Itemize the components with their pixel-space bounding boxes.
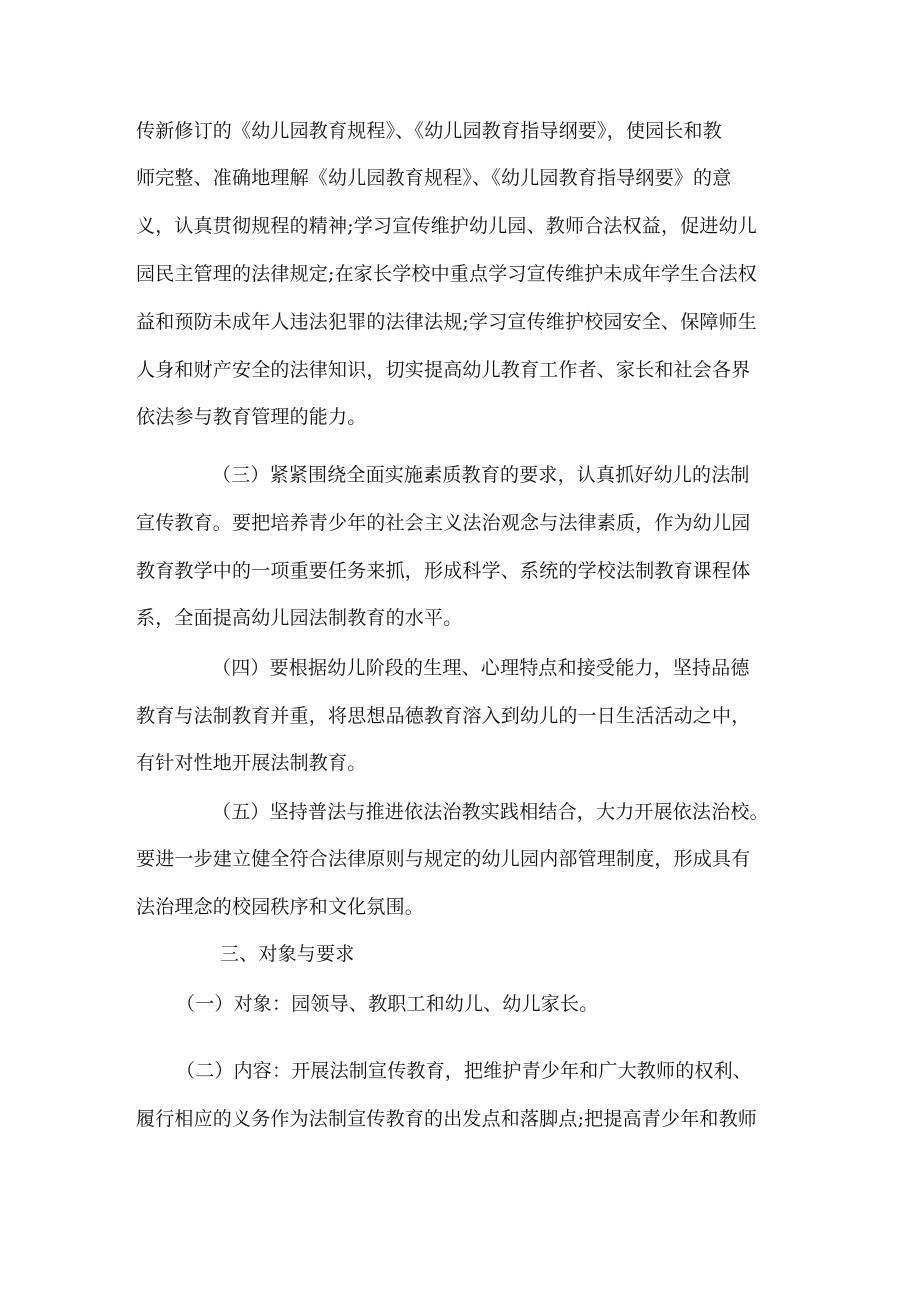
paragraph-line: 教育教学中的一项重要任务来抓，形成科学、系统的学校法制教育课程体	[136, 560, 751, 582]
section-heading: 三、对象与要求	[220, 943, 355, 965]
paragraph-line: 益和预防未成年人违法犯罪的法律法规;学习宣传维护校园安全、保障师生	[136, 311, 758, 333]
paragraph-line: （五）坚持普法与推进依法治教实践相结合，大力开展依法治校。	[212, 801, 769, 823]
paragraph-line: （二）内容：开展法制宣传教育，把维护青少年和广大教师的权利、	[176, 1060, 753, 1082]
paragraph-line: 教育与法制教育并重，将思想品德教育溶入到幼儿的一日生活活动之中，	[136, 705, 751, 727]
paragraph-line: 系，全面提高幼儿园法制教育的水平。	[136, 607, 463, 629]
paragraph-line: 宣传教育。要把培养青少年的社会主义法治观念与法律素质，作为幼儿园	[136, 512, 751, 534]
paragraph-line: （一）对象：园领导、教职工和幼儿、幼儿家长。	[176, 993, 599, 1015]
paragraph-line: 义，认真贯彻规程的精神;学习宣传维护幼儿园、教师合法权益，促进幼儿	[136, 215, 758, 237]
paragraph-line: 园民主管理的法律规定;在家长学校中重点学习宣传维护未成年学生合法权	[136, 263, 758, 285]
paragraph-line: 要进一步建立健全符合法律原则与规定的幼儿园内部管理制度，形成具有	[136, 848, 751, 870]
paragraph-line: 履行相应的义务作为法制宣传教育的出发点和落脚点;把提高青少年和教师	[136, 1108, 758, 1130]
paragraph-line: （三）紧紧围绕全面实施素质教育的要求，认真抓好幼儿的法制	[212, 464, 750, 486]
paragraph-line: 有针对性地开展法制教育。	[136, 752, 367, 774]
paragraph-line: 依法参与教育管理的能力。	[136, 406, 367, 428]
paragraph-line: （四）要根据幼儿阶段的生理、心理特点和接受能力，坚持品德	[212, 657, 750, 679]
paragraph-line: 法治理念的校园秩序和文化氛围。	[136, 896, 425, 918]
paragraph-line: 师完整、准确地理解《幼儿园教育规程》、《幼儿园教育指导纲要》的意	[136, 167, 732, 189]
paragraph-line: 人身和财产安全的法律知识，切实提高幼儿教育工作者、家长和社会各界	[136, 359, 751, 381]
paragraph-line: 传新修订的《幼儿园教育规程》、《幼儿园教育指导纲要》，使园长和教	[136, 120, 722, 142]
